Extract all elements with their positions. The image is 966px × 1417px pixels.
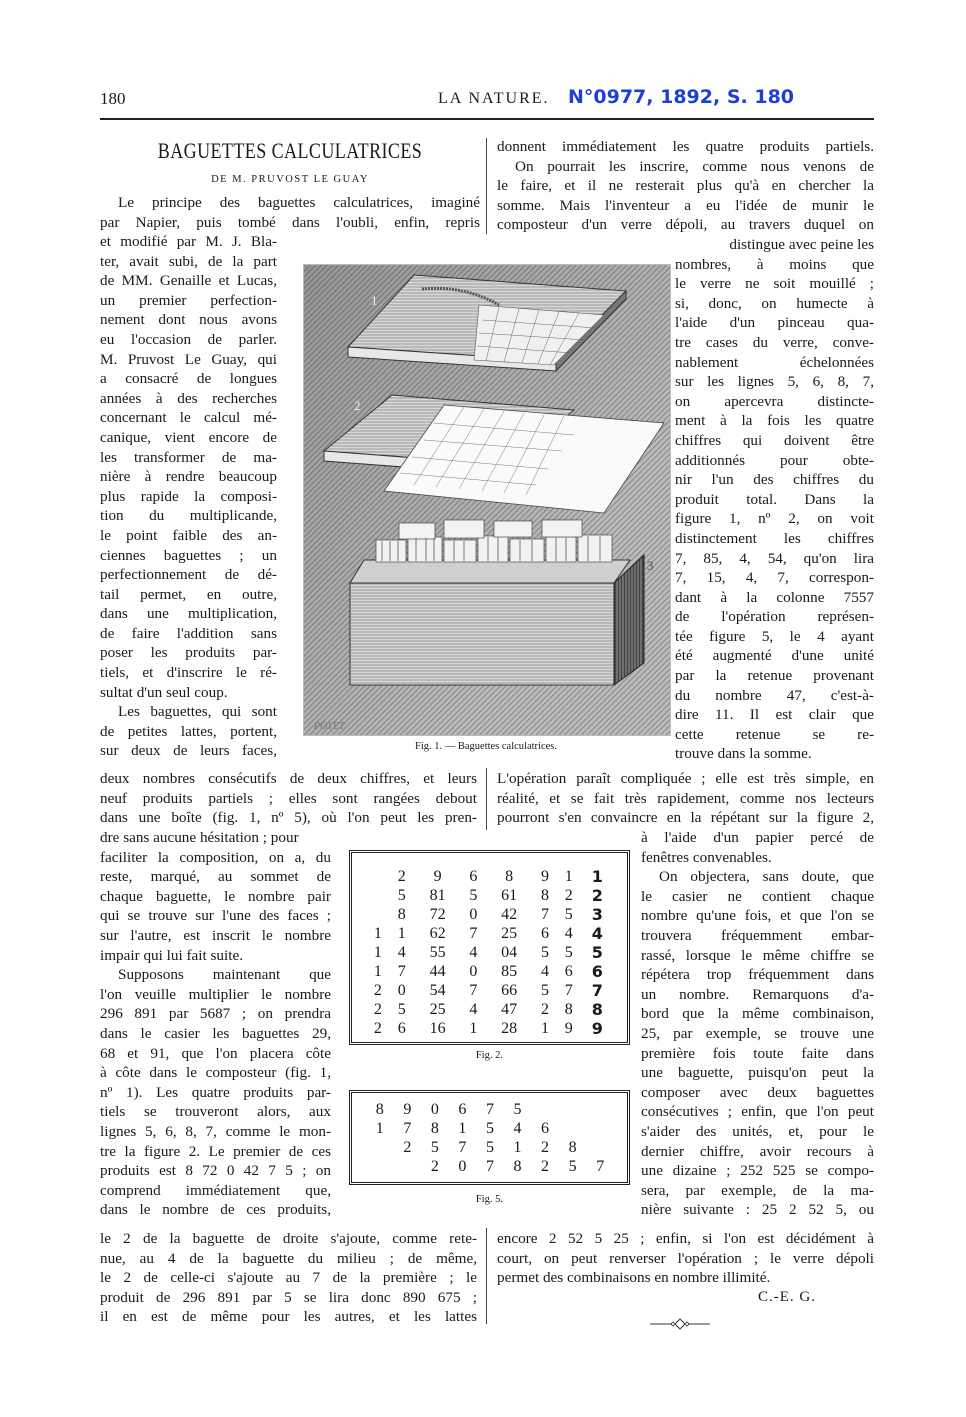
table-row: [366, 1100, 614, 1119]
digit-cell: 6: [564, 963, 573, 980]
text-line: comprend immédiatement que,: [100, 1181, 331, 1199]
digit-cell: 1: [373, 963, 382, 980]
text-line: nue, au 4 de la baguette du milieu ; de même,: [100, 1249, 477, 1267]
digit-cell: [394, 1157, 422, 1176]
table-row: [366, 962, 614, 981]
text-line: le verre ne soit mouillé ;: [675, 275, 874, 293]
text-line: figure 1, nº 2, on voit: [675, 510, 874, 528]
digit-cell: 6: [540, 925, 549, 942]
text-line: le casier ne contient chaque: [641, 887, 874, 905]
digit-cell: 5: [540, 944, 549, 961]
digit-cell: 4: [397, 944, 406, 961]
text-line: dans une multiplication,: [100, 605, 277, 623]
digit-cell: [586, 1100, 614, 1119]
digit-cell: 62: [429, 925, 446, 942]
left-top-paragraph: [100, 193, 480, 232]
table-row: [366, 1119, 614, 1138]
text-line: produits est 8 72 0 42 7 5 ; on: [100, 1162, 331, 1180]
digit-cell: 0: [469, 906, 478, 923]
figure-2-caption: Fig. 2.: [475, 1050, 504, 1061]
column-divider: [486, 1228, 487, 1324]
text-line: l'on veuille multiplier le nombre: [100, 985, 331, 1003]
text-line: produit total. Dans la: [675, 490, 874, 508]
text-line: 68 et 91, que l'on placera côte: [100, 1044, 331, 1062]
digit-cell: 8: [540, 887, 549, 904]
digit-cell: 25: [429, 1001, 446, 1018]
digit-cell: 2: [373, 1020, 382, 1037]
digit-cell: 1: [469, 1020, 478, 1037]
text-line: chiffres qui doivent être: [675, 431, 874, 449]
digit-cell: 0: [458, 1158, 467, 1175]
text-line: impair qui lui fait suite.: [100, 946, 243, 964]
header-rule: [100, 118, 874, 120]
text-line: sur les lignes 5, 6, 8, 7,: [675, 373, 874, 391]
text-line: et modifié par M. J. Bla-: [100, 233, 277, 250]
digit-cell: 2: [430, 1158, 439, 1175]
text-line: les transformer de ma-: [100, 448, 277, 466]
digit-cell: 28: [501, 1020, 518, 1037]
digit-cell: 2: [540, 1001, 549, 1018]
digit-cell: 1: [591, 867, 603, 886]
digit-cell: [531, 1100, 559, 1119]
digit-cell: 8: [564, 1001, 573, 1018]
digit-cell: 2: [373, 982, 382, 999]
text-line: ter, avait subi, de la part: [100, 252, 277, 270]
text-line: un nombre. Remarquons d'a-: [641, 985, 874, 1003]
figure-1-caption: Fig. 1. — Baguettes calculatrices.: [414, 741, 557, 752]
calculating-rods-engraving: [304, 265, 670, 735]
text-line: sur l'autre, est inscrit le nombre: [100, 926, 331, 944]
digit-cell: 42: [501, 906, 518, 923]
text-line: nablement échelonnées: [675, 353, 874, 371]
text-line: nombres, à moins que: [675, 255, 874, 273]
table-row: [366, 943, 614, 962]
text-line: concernant le calcul mé-: [100, 409, 277, 427]
text-line: tiels se trouveront alors, aux: [100, 1103, 331, 1121]
digit-cell: 6: [469, 868, 478, 885]
digit-cell: 3: [591, 905, 603, 924]
text-line: de petites lattes, portent,: [100, 722, 277, 740]
text-line: somme. Mais l'inventeur a eu l'idée de munir le: [497, 196, 874, 214]
text-line: de l'opération représen-: [675, 608, 874, 626]
digit-cell: [559, 1100, 587, 1119]
text-line: de MM. Genaille et Lucas,: [100, 272, 277, 290]
digit-cell: 4: [513, 1120, 522, 1137]
text-line: distinctement les chiffres: [675, 529, 874, 547]
reference-stamp: N°0977, 1892, S. 180: [568, 86, 795, 108]
text-line: 25, par exemple, se trouve une: [641, 1024, 874, 1042]
text-line: poser les produits par-: [100, 644, 277, 662]
text-line: reste, marqué, au sommet de: [100, 868, 331, 886]
text-line: consécutives ; enfin, que l'on peut: [641, 1103, 874, 1121]
text-line: trouvera fréquemment embar-: [641, 926, 874, 944]
text-line: chaque baguette, le nombre pair: [100, 887, 331, 905]
digit-cell: 4: [564, 925, 573, 942]
text-line: produit de 296 891 par 5 se lira donc 890 675 ;: [100, 1288, 477, 1306]
left-mid-paragraph: [100, 769, 477, 828]
digit-cell: 2: [397, 868, 406, 885]
text-line: tiels, et d'inscrire le ré-: [100, 664, 277, 682]
text-line: années à des recherches: [100, 389, 277, 407]
digit-cell: 6: [458, 1101, 467, 1118]
table-row: [366, 1019, 614, 1038]
digit-cell: 9: [403, 1101, 412, 1118]
digit-cell: 1: [375, 1120, 384, 1137]
text-line: permet des combinaisons en nombre illimité.: [497, 1269, 771, 1287]
digit-cell: 25: [501, 925, 518, 942]
digit-cell: 7: [596, 1158, 605, 1175]
digit-cell: [559, 1119, 587, 1138]
text-line: composteur d'un verre dépoli, au travers duquel on: [497, 216, 874, 234]
digit-cell: 9: [540, 868, 549, 885]
figure-3-caption: Fig. 5.: [475, 1194, 504, 1205]
digit-cell: 47: [501, 1001, 518, 1018]
digit-cell: 6: [591, 962, 603, 981]
table-row: [366, 1138, 614, 1157]
digit-cell: 7: [469, 982, 478, 999]
digit-cell: 5: [564, 944, 573, 961]
table-row: [366, 886, 614, 905]
figure-label-1: 1: [371, 293, 378, 308]
right-top-paragraph: [497, 137, 874, 235]
text-line: On pourrait les inscrire, comme nous venons de: [515, 157, 874, 175]
digit-cell: 4: [469, 1001, 478, 1018]
text-line: à l'aide d'un papier percé de: [641, 829, 874, 846]
text-line: a consacré de longues: [100, 370, 277, 388]
text-line: nement dont nous avons: [100, 311, 277, 329]
text-line: réalité, et se fait très rapidement, comme nos lecteurs: [497, 789, 874, 807]
digit-cell: 5: [469, 887, 478, 904]
digit-cell: 5: [397, 1001, 406, 1018]
text-line: deux nombres consécutifs de deux chiffres, et leurs: [100, 770, 477, 787]
table-row: [366, 924, 614, 943]
digit-cell: 5: [591, 943, 603, 962]
digit-cell: 9: [433, 868, 442, 885]
text-line: faciliter la composition, on a, du: [100, 848, 331, 866]
author-signature: C.-E. G.: [758, 1289, 816, 1305]
right-bottom-paragraph: [497, 1229, 874, 1288]
text-line: dernier chiffre, avoir recours à: [641, 1142, 874, 1160]
text-line: un premier perfection-: [100, 291, 277, 309]
digit-cell: 44: [429, 963, 446, 980]
digit-cell: [366, 1157, 394, 1176]
digit-cell: 6: [397, 1020, 406, 1037]
text-line: M. Pruvost Le Guay, qui: [100, 350, 277, 368]
text-line: 7, 85, 4, 54, qu'on lira: [675, 549, 874, 567]
text-line: s'aider des unités, et, pour le: [641, 1122, 874, 1140]
column-divider: [486, 768, 487, 830]
digit-cell: 7: [397, 963, 406, 980]
text-line: tée figure 5, le 4 ayant: [675, 627, 874, 645]
digit-cell: 54: [429, 982, 446, 999]
digit-cell: 1: [564, 868, 573, 885]
digit-cell: [366, 886, 390, 905]
text-line: Supposons maintenant que: [118, 966, 331, 984]
text-line: une dizaine ; 252 525 se compo-: [641, 1162, 874, 1180]
digit-cell: 4: [469, 944, 478, 961]
text-line: qui se trouve sur l'une des faces ;: [100, 907, 331, 925]
digit-cell: 81: [429, 887, 446, 904]
rod-box-3: [350, 520, 644, 685]
digit-cell: 1: [458, 1120, 467, 1137]
figure-1-illustration: [303, 264, 671, 736]
text-line: tail permet, en outre,: [100, 585, 277, 603]
digit-cell: 8: [591, 1000, 603, 1019]
text-line: nombre qu'une fois, et que l'on se: [641, 907, 874, 925]
digit-cell: 85: [501, 963, 518, 980]
running-title: LA NATURE.: [438, 90, 550, 107]
text-line: distingue avec peine les: [729, 236, 874, 253]
text-line: composer avec deux baguettes: [641, 1083, 874, 1101]
digit-cell: [366, 1138, 394, 1157]
text-line: L'opération paraît compliquée ; elle est très simple, en: [497, 770, 874, 787]
digit-cell: [366, 867, 390, 886]
digit-cell: 5: [513, 1101, 522, 1118]
text-line: à côte dans le composteur (fig. 1,: [100, 1064, 331, 1082]
digit-cell: 2: [373, 1001, 382, 1018]
right-narrow-paragraph: [675, 235, 874, 764]
digit-cell: 1: [373, 925, 382, 942]
table-row: [366, 1157, 614, 1176]
digit-cell: 61: [501, 887, 518, 904]
digit-cell: 9: [591, 1019, 603, 1038]
digit-cell: 5: [564, 906, 573, 923]
text-line: Le principe des baguettes calculatrices, imaginé: [118, 194, 480, 211]
article-subtitle: DE M. PRUVOST LE GUAY: [211, 174, 369, 185]
text-line: de faire l'addition sans: [100, 624, 277, 642]
digit-cell: 9: [564, 1020, 573, 1037]
digit-cell: 2: [541, 1158, 550, 1175]
table-row: [366, 867, 614, 886]
digit-cell: 5: [485, 1139, 494, 1156]
figure-3-table: [349, 1090, 630, 1185]
digit-cell: 8: [430, 1120, 439, 1137]
text-line: sera, par exemple, de la ma-: [641, 1181, 874, 1199]
end-ornament: [650, 1317, 710, 1329]
digit-cell: 7: [403, 1120, 412, 1137]
digit-cell: 6: [541, 1120, 550, 1137]
text-line: par Napier, puis tombé dans l'oubli, enfin, repris: [100, 213, 480, 231]
digit-cell: 8: [568, 1139, 577, 1156]
digit-cell: 4: [540, 963, 549, 980]
text-line: tre cases du verre, conve-: [675, 333, 874, 351]
text-line: dans le casier les baguettes 29,: [100, 1024, 331, 1042]
digit-cell: 2: [591, 886, 603, 905]
text-line: neuf produits partiels ; elles sont rangées debout: [100, 789, 477, 807]
figure-2-table: [349, 850, 630, 1045]
right-lower-paragraph: [641, 828, 874, 1220]
text-line: sultat d'un seul coup.: [100, 683, 228, 701]
page-number: 180: [100, 89, 126, 108]
digit-cell: 7: [591, 981, 603, 1000]
digit-cell: 5: [485, 1120, 494, 1137]
text-line: plus rapide la composi-: [100, 487, 277, 505]
text-line: bord que la même combinaison,: [641, 1005, 874, 1023]
text-line: On objectera, sans doute, que: [659, 868, 874, 886]
text-line: trouve dans la somme.: [675, 745, 812, 763]
digit-cell: 5: [397, 887, 406, 904]
text-line: cette retenue se re-: [675, 725, 874, 743]
digit-cell: 1: [397, 925, 406, 942]
figure-label-3: 3: [647, 558, 654, 573]
digit-cell: 8: [505, 868, 514, 885]
text-line: nière à rendre beaucoup: [100, 468, 277, 486]
left-lower-paragraph: [100, 828, 331, 1220]
text-line: additionnés pour obte-: [675, 451, 874, 469]
digit-cell: [366, 905, 390, 924]
text-line: par la retenue provenant: [675, 667, 874, 685]
text-line: 7, 15, 4, 7, correspon-: [675, 569, 874, 587]
digit-cell: 66: [501, 982, 518, 999]
digit-cell: 5: [430, 1139, 439, 1156]
text-line: rassé, lorsque le même chiffre se: [641, 946, 874, 964]
digit-cell: 0: [469, 963, 478, 980]
text-line: dans le nombre de ces produits,: [100, 1201, 331, 1219]
digit-cell: 1: [373, 944, 382, 961]
figure-label-2: 2: [354, 398, 361, 413]
digit-cell: 2: [564, 887, 573, 904]
text-line: pourront s'en convaincre en la répétant sur la figure 2,: [497, 809, 874, 827]
text-line: dire 11. Il est clair que: [675, 706, 874, 724]
digit-cell: 2: [541, 1139, 550, 1156]
digit-cell: [586, 1119, 614, 1138]
text-line: le 2 de la baguette de droite s'ajoute, comme rete-: [100, 1230, 477, 1247]
digit-cell: 4: [591, 924, 603, 943]
engraver-signature: POYET: [314, 721, 345, 732]
text-line: donnent immédiatement les quatre produits partiels.: [497, 138, 874, 155]
text-line: nière suivante : 25 2 52 5, ou: [641, 1201, 874, 1219]
text-line: lignes 5, 6, 8, 7, comme le mon-: [100, 1122, 331, 1140]
text-line: nº 1). Les quatre produits par-: [100, 1083, 331, 1101]
table-row: [366, 1000, 614, 1019]
digit-cell: 8: [513, 1158, 522, 1175]
text-line: si, donc, on humecte à: [675, 294, 874, 312]
text-line: court, on peut renverser l'opération ; le verre dépoli: [497, 1249, 874, 1267]
text-line: l'aide d'un pinceau qua-: [675, 314, 874, 332]
left-narrow-paragraph: [100, 232, 277, 761]
text-line: Les baguettes, qui sont: [118, 703, 277, 721]
digit-cell: 16: [429, 1020, 446, 1037]
text-line: première fois toute faite dans: [641, 1044, 874, 1062]
text-line: répétera trop fréquemment dans: [641, 966, 874, 984]
text-line: on apercevra distincte-: [675, 392, 874, 410]
article-title: BAGUETTES CALCULATRICES: [157, 138, 423, 163]
right-mid-paragraph: [497, 769, 874, 828]
digit-cell: 5: [540, 982, 549, 999]
digit-cell: 8: [375, 1101, 384, 1118]
left-bottom-paragraph: [100, 1229, 477, 1327]
text-line: dre sans aucune hésitation ; pour: [100, 829, 299, 846]
text-line: fenêtres convenables.: [641, 848, 772, 866]
text-line: sur deux de leurs faces,: [100, 742, 277, 760]
digit-cell: 72: [429, 906, 446, 923]
text-line: dant à la colonne 7557: [675, 588, 874, 606]
digit-cell: 8: [397, 906, 406, 923]
text-line: canique, vient encore de: [100, 428, 277, 446]
digit-cell: 0: [430, 1101, 439, 1118]
digit-cell: 0: [397, 982, 406, 999]
text-line: le 2 de celle-ci s'ajoute au 7 de la première ; le: [100, 1269, 477, 1287]
table-row: [366, 905, 614, 924]
digit-cell: 7: [485, 1158, 494, 1175]
text-line: eu l'occasion de parler.: [100, 330, 277, 348]
text-line: du nombre 47, c'est-à-: [675, 686, 874, 704]
text-line: encore 2 52 5 25 ; enfin, si l'on est décidément à: [497, 1230, 874, 1247]
text-line: ciennes baguettes ; un: [100, 546, 277, 564]
digit-cell: 7: [469, 925, 478, 942]
text-line: tre la figure 2. Le premier de ces: [100, 1142, 331, 1160]
text-line: 296 891 par 5687 ; on prendra: [100, 1005, 331, 1023]
text-line: le point faible des an-: [100, 526, 277, 544]
digit-cell: 7: [458, 1139, 467, 1156]
digit-cell: 55: [429, 944, 446, 961]
digit-cell: 04: [501, 944, 518, 961]
text-line: une baguette, puisqu'on peut la: [641, 1064, 874, 1082]
digit-cell: 1: [540, 1020, 549, 1037]
digit-cell: 1: [513, 1139, 522, 1156]
text-line: le faire, et il ne resterait plus qu'à en chercher la: [497, 177, 874, 195]
text-line: été augmenté d'une unité: [675, 647, 874, 665]
digit-cell: 5: [568, 1158, 577, 1175]
table-row: [366, 981, 614, 1000]
text-line: ment à la fois les quatre: [675, 412, 874, 430]
text-line: perfectionnement de dé-: [100, 566, 277, 584]
text-line: dans une boîte (fig. 1, nº 5), où l'on peut les pren-: [100, 809, 477, 827]
digit-cell: 7: [485, 1101, 494, 1118]
digit-cell: 7: [564, 982, 573, 999]
text-line: nir l'un des chiffres du: [675, 471, 874, 489]
digit-cell: 2: [403, 1139, 412, 1156]
text-line: il en est de même pour les autres, et les lattes: [100, 1308, 477, 1326]
column-divider: [486, 138, 487, 234]
text-line: tion du multiplicande,: [100, 507, 277, 525]
digit-cell: [586, 1138, 614, 1157]
digit-cell: 7: [540, 906, 549, 923]
